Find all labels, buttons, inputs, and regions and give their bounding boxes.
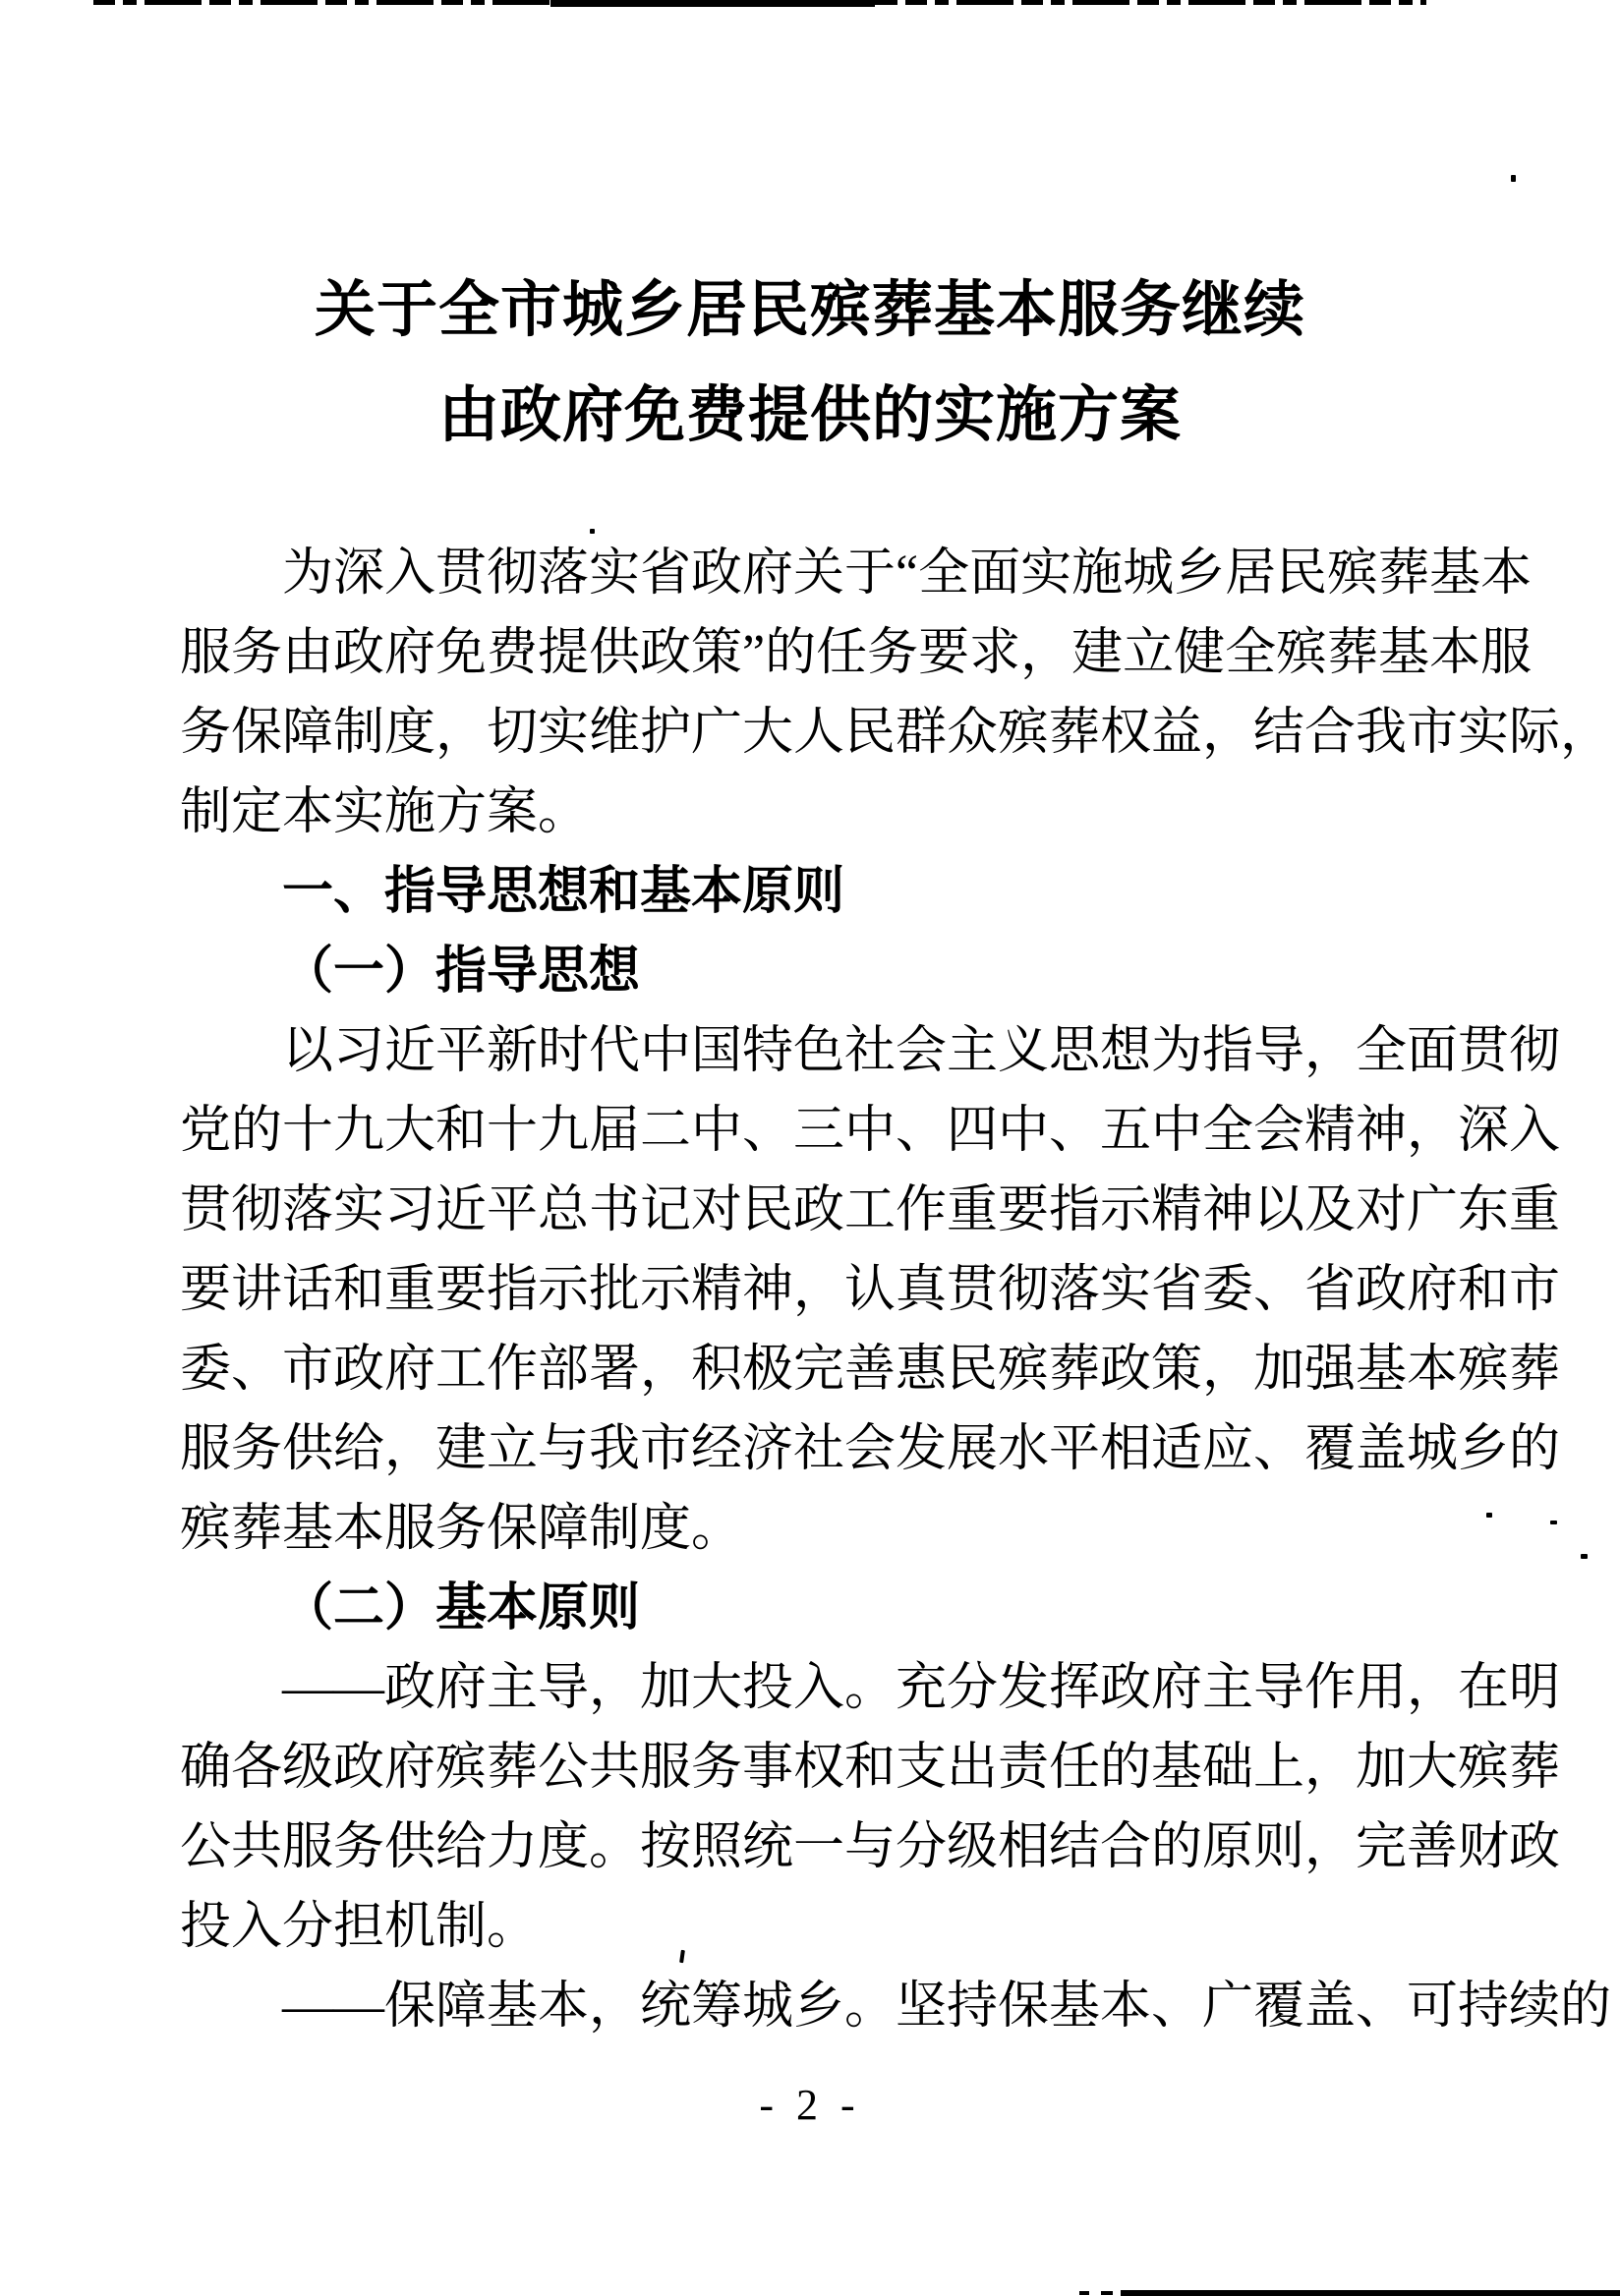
scan-speck: [1550, 1521, 1557, 1524]
scan-artifact-bottom-edge: [1121, 2290, 1620, 2296]
body-line: 党的十九大和十九届二中、三中、四中、五中全会精神，深入: [180, 1103, 1561, 1159]
body-line: 务保障制度，切实维护广大人民群众殡葬权益，结合我市实际，: [180, 705, 1612, 761]
scan-artifact-bottom-dash: [1079, 2291, 1089, 2295]
body-line: 为深入贯彻落实省政府关于“全面实施城乡居民殡葬基本: [282, 545, 1533, 602]
body-line: 以习近平新时代中国特色社会主义思想为指导，全面贯彻: [282, 1023, 1561, 1079]
scan-speck: [1581, 1554, 1588, 1559]
scan-speck: [1511, 175, 1516, 182]
body-line: 公共服务供给力度。按照统一与分级相结合的原则，完善财政: [180, 1819, 1561, 1875]
body-line: ——政府主导，加大投入。充分发挥政府主导作用，在明: [282, 1660, 1561, 1716]
subsection-heading: （二）基本原则: [282, 1580, 641, 1636]
document-title-line-1: 关于全市城乡居民殡葬基本服务继续: [314, 276, 1305, 344]
document-body: [180, 534, 1612, 2046]
body-line: 制定本实施方案。: [180, 784, 590, 840]
body-line: 殡葬基本服务保障制度。: [180, 1501, 743, 1557]
document-title: [0, 258, 1620, 468]
body-line: 要讲话和重要指示批示精神，认真贯彻落实省委、省政府和市: [180, 1262, 1561, 1318]
body-line: 服务由政府免费提供政策”的任务要求，建立健全殡葬基本服: [180, 625, 1533, 681]
scan-artifact-top-edge-thick: [550, 0, 875, 7]
body-line: ——保障基本，统筹城乡。坚持保基本、广覆盖、可持续的: [282, 1979, 1612, 2035]
body-line: 服务供给，建立与我市经济社会发展水平相适应、覆盖城乡的: [180, 1421, 1561, 1477]
body-line: 委、市政府工作部署，积极完善惠民殡葬政策，加强基本殡葬: [180, 1342, 1561, 1398]
section-heading: 一、指导思想和基本原则: [282, 863, 845, 920]
subsection-heading: （一）指导思想: [282, 944, 641, 1000]
document-title-line-2: 由政府免费提供的实施方案: [437, 381, 1182, 449]
body-line: 确各级政府殡葬公共服务事权和支出责任的基础上，加大殡葬: [180, 1740, 1561, 1796]
scan-speck: [1486, 1513, 1492, 1518]
scan-artifact-bottom-dash: [1101, 2291, 1113, 2295]
body-line: 贯彻落实习近平总书记对民政工作重要指示精神以及对广东重: [180, 1182, 1561, 1238]
page-number: - 2 -: [759, 2081, 861, 2129]
body-line: 投入分担机制。: [180, 1899, 539, 1955]
